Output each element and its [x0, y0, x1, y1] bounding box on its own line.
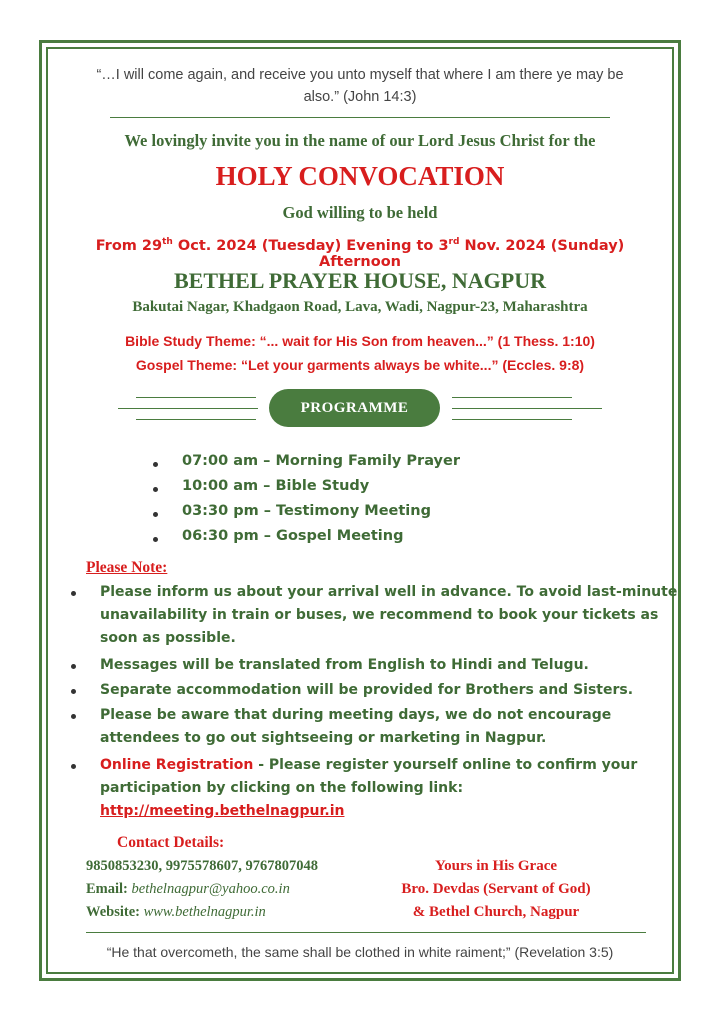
venue-name: BETHEL PRAYER HOUSE, NAGPUR: [173, 268, 547, 293]
note-item: Please be aware that during meeting days, we do not encourage attendees to go out sightseeing or marketing in Nagpur.: [100, 707, 612, 746]
bullet-icon: [71, 689, 76, 694]
bottom-scripture-quote: “He that overcometh, the same shall be clothed in white raiment;” (Revelation 3:5): [106, 944, 614, 960]
note-heading: Please Note:: [86, 559, 168, 576]
signoff-name: Bro. Devdas (Servant of God): [401, 881, 591, 897]
schedule-item: 10:00 am – Bible Study: [182, 478, 370, 494]
schedule-item: 07:00 am – Morning Family Prayer: [182, 453, 460, 469]
gospel-theme: Gospel Theme: “Let your garments always be white...” (Eccles. 9:8): [135, 357, 585, 373]
programme-line-left-3: [136, 419, 256, 420]
online-registration-label: Online Registration: [100, 757, 254, 773]
bullet-icon: [153, 487, 158, 492]
registration-link[interactable]: http://meeting.bethelnagpur.in: [100, 803, 345, 819]
top-scripture-quote: “…I will come again, and receive you unto myself that where I am there ye may be also.” (John 14:3): [96, 67, 624, 105]
bullet-icon: [71, 764, 76, 769]
contact-email: Email: bethelnagpur@yahoo.co.in: [86, 881, 290, 897]
programme-line-right-1: [452, 397, 572, 398]
programme-line-right-3: [452, 419, 572, 420]
god-willing-line: God willing to be held: [282, 203, 438, 222]
contact-phones: 9850853230, 9975578607, 9767807048: [86, 858, 318, 874]
programme-badge: PROGRAMME: [269, 389, 440, 427]
event-title: HOLY CONVOCATION: [215, 161, 505, 191]
contact-website: Website: www.bethelnagpur.in: [86, 904, 266, 920]
online-registration-note: [100, 754, 680, 823]
bullet-icon: [153, 512, 158, 517]
bullet-icon: [153, 537, 158, 542]
signoff-church: & Bethel Church, Nagpur: [412, 904, 580, 920]
email-link[interactable]: bethelnagpur@yahoo.co.in: [131, 881, 290, 897]
invitation-line: We lovingly invite you in the name of our Lord Jesus Christ for the: [124, 131, 596, 150]
bullet-icon: [71, 591, 76, 596]
top-divider: [110, 117, 610, 118]
online-registration-text: - Please register yourself online to confirm your participation by clicking on the following link:: [100, 757, 638, 796]
signoff-greeting: Yours in His Grace: [434, 858, 558, 874]
website-link[interactable]: www.bethelnagpur.in: [143, 904, 266, 920]
bullet-icon: [153, 462, 158, 467]
schedule-item: 06:30 pm – Gospel Meeting: [182, 528, 404, 544]
venue-address: Bakutai Nagar, Khadgaon Road, Lava, Wadi, Nagpur-23, Maharashtra: [132, 299, 588, 315]
bible-study-theme: Bible Study Theme: “... wait for His Son from heaven...” (1 Thess. 1:10): [125, 333, 595, 349]
bottom-divider: [86, 932, 646, 933]
bullet-icon: [71, 714, 76, 719]
note-item: Messages will be translated from English to Hindi and Telugu.: [100, 657, 589, 673]
note-item: Separate accommodation will be provided for Brothers and Sisters.: [100, 682, 634, 698]
note-item: Please inform us about your arrival well in advance. To avoid last-minute unavailability in train or buses, we recommend to book your tickets as soon as possible.: [100, 584, 678, 646]
contact-heading: Contact Details:: [117, 834, 225, 851]
bullet-icon: [71, 664, 76, 669]
event-dates: From 29th Oct. 2024 (Tuesday) Evening to 3rd Nov. 2024 (Sunday) Afternoon: [95, 237, 625, 270]
programme-line-left-1: [136, 397, 256, 398]
programme-line-right-2: [452, 408, 602, 409]
schedule-item: 03:30 pm – Testimony Meeting: [182, 503, 431, 519]
programme-line-left-2: [118, 408, 258, 409]
